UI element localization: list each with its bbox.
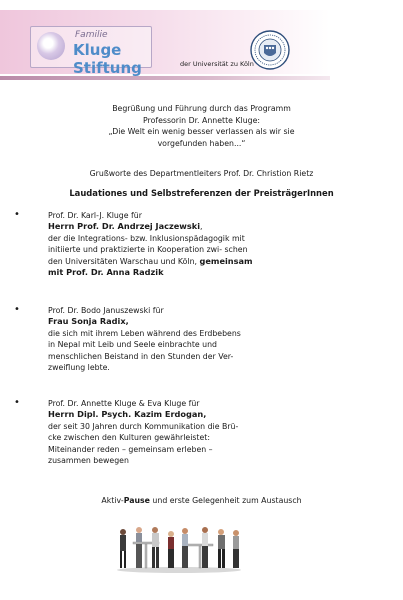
pause-line (0, 496, 403, 505)
bullet: • (14, 397, 20, 408)
honoree-suffix: , (200, 222, 203, 232)
figure-7 (218, 529, 225, 568)
figurines-image (113, 514, 245, 574)
logo-subtitle: Familie (75, 30, 108, 40)
description-line: der seit 30 Jahren durch Kommunikation die Brü- (48, 421, 239, 431)
description-line: in Nepal mit Leib und Seele einbrachte und (48, 340, 218, 350)
presenter: Prof. Dr. Annette Kluge & Eva Kluge für (48, 399, 200, 408)
logo-emblem-icon (37, 32, 65, 60)
header-divider (0, 76, 330, 80)
intro-quote: „Die Welt ein wenig besser verlassen als wir sie (108, 127, 295, 136)
figure-1 (120, 529, 126, 568)
bullet: • (14, 304, 20, 315)
figure-6 (202, 527, 208, 568)
figure-3 (152, 527, 159, 568)
description-line: die sich mit ihrem Leben während des Erdbebens (48, 328, 241, 338)
figure-4 (168, 531, 174, 568)
description-line: menschlichen Beistand in den Stunden der Ver- (48, 351, 234, 361)
foundation-logo (30, 26, 152, 77)
honoree-name: Herrn Dipl. Psych. Kazim Erdogan, (48, 409, 207, 420)
figure-5 (182, 528, 188, 568)
pause-bold: Pause (123, 496, 150, 505)
description-line: den Universitäten Warschau und Köln, (48, 256, 198, 266)
joint-label: gemeinsam (199, 255, 253, 266)
intro-line: Begrüßung und Führung durch das Programm (112, 104, 291, 113)
honoree-name: Herrn Prof. Dr. Andrzej Jaczewski (48, 221, 200, 232)
presenter: Prof. Dr. Bodo Januszewski für (48, 306, 164, 315)
description-line: Miteinander reden – gemeinsam erleben – (48, 444, 213, 454)
bullet: • (14, 209, 20, 220)
description-line: cke zwischen den Kulturen gewährleistet: (48, 433, 210, 443)
figure-8 (233, 530, 239, 568)
honoree-name: Frau Sonja Radix, (48, 316, 129, 327)
intro-quote: vorgefunden haben...“ (157, 138, 246, 148)
university-seal-icon (250, 30, 290, 70)
description-line: initiierte und praktizierte in Kooperation zwi- schen (48, 245, 248, 255)
description-line: zweiflung lebte. (48, 363, 110, 373)
intro-block (0, 103, 403, 149)
pause-prefix: Aktiv- (101, 496, 124, 505)
greeting-line: Grußworte des Departmentleiters Prof. Dr. Christion Rietz (89, 169, 314, 178)
intro-line: Professorin Dr. Annette Kluge: (142, 115, 261, 125)
description-line: zusammen bewegen (48, 456, 129, 466)
description-line: der die Integrations- bzw. Inklusionspädagogik mit (48, 233, 245, 243)
pause-suffix: und erste Gelegenheit zum Austausch (149, 496, 302, 505)
presenter: Prof. Dr. Karl-J. Kluge für (48, 211, 142, 220)
figure-2 (136, 527, 142, 568)
section-title: Laudationes und Selbstreferenzen der PreisträgerInnen (69, 188, 334, 198)
joint-honoree: mit Prof. Dr. Anna Radzik (48, 267, 164, 278)
header (0, 0, 403, 86)
university-name: der Universität zu Köln (180, 60, 254, 68)
logo-title: Kluge Stiftung (73, 41, 142, 77)
